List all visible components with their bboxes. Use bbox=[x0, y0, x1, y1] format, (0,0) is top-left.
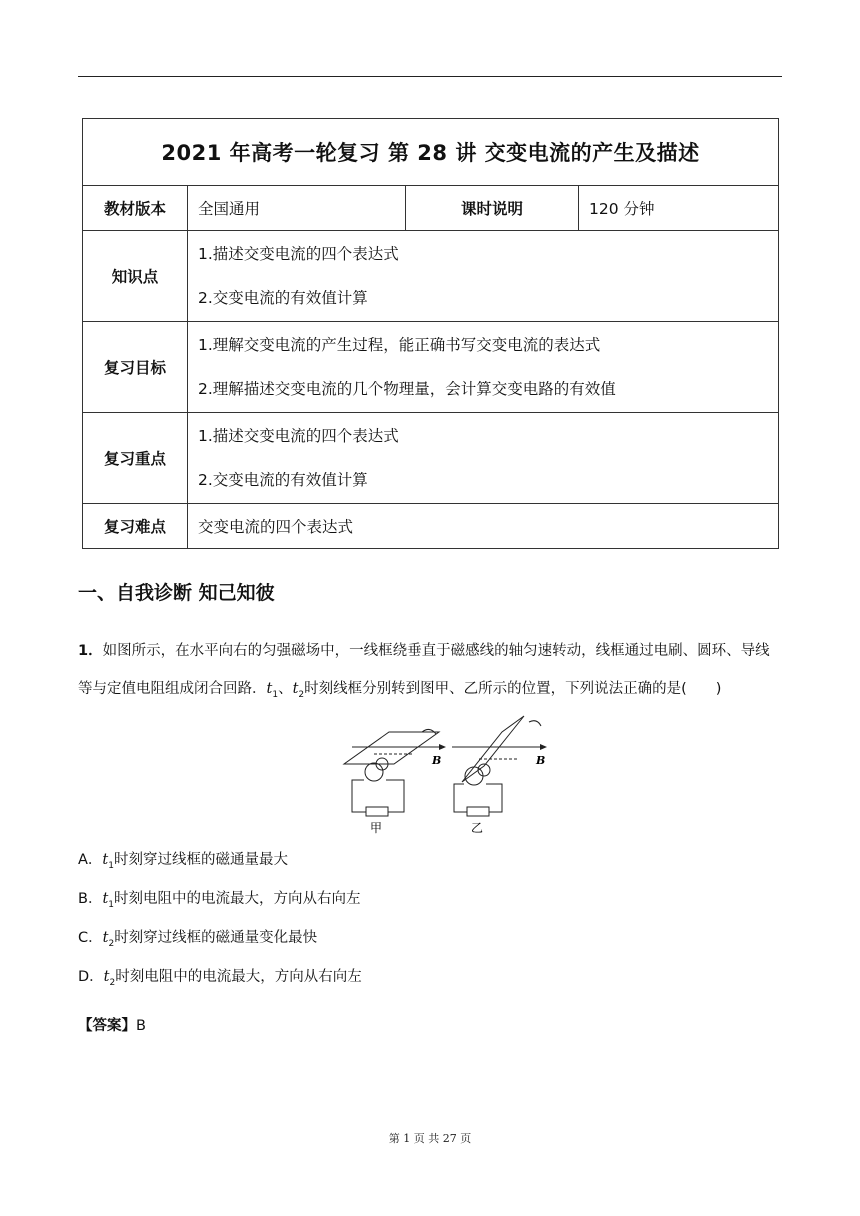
section-title: 一、自我诊断 知己知彼 bbox=[78, 582, 275, 604]
figure-label-yi: 乙 bbox=[471, 821, 484, 835]
coil-yi bbox=[462, 716, 524, 782]
field-arrowhead-jia bbox=[439, 744, 446, 750]
goals-cell bbox=[188, 322, 779, 413]
question-number: 1． bbox=[78, 643, 103, 659]
option-text: 时刻穿过线框的磁通量变化最快 bbox=[114, 930, 318, 946]
option-var: t bbox=[103, 969, 110, 985]
hours-label: 课时说明 bbox=[406, 186, 579, 231]
option-b[interactable] bbox=[78, 887, 361, 910]
field-label-jia: B bbox=[432, 754, 442, 767]
field-arrowhead-yi bbox=[540, 744, 547, 750]
focus-label: 复习重点 bbox=[83, 413, 188, 504]
var-t1: t bbox=[266, 681, 273, 697]
lesson-title: 2021 年高考一轮复习 第 28 讲 交变电流的产生及描述 bbox=[83, 119, 779, 186]
var-t1-sub: 1 bbox=[272, 689, 279, 700]
option-sub: 2 bbox=[109, 977, 116, 988]
option-d[interactable] bbox=[78, 965, 362, 988]
coil-jia bbox=[344, 732, 439, 764]
answer-value: B bbox=[136, 1018, 146, 1034]
focus-item: 1.描述交变电流的四个表达式 bbox=[198, 427, 399, 445]
resistor-jia bbox=[366, 807, 388, 816]
question-1 bbox=[78, 632, 784, 714]
question-text-1: 如图所示，在水平向右的匀强磁场中，一线框绕垂直于磁感线的轴匀速转动，线框通过电刷、圆环、导线等与定值电阻组成闭合回路． bbox=[78, 643, 770, 697]
var-t2: t bbox=[292, 681, 299, 697]
knowledge-label: 知识点 bbox=[83, 231, 188, 322]
option-sub: 2 bbox=[108, 938, 115, 949]
option-letter: A． bbox=[78, 852, 103, 868]
option-var: t bbox=[102, 891, 109, 907]
slip-ring-jia bbox=[365, 763, 383, 781]
course-info-table bbox=[82, 118, 779, 549]
option-letter: B． bbox=[78, 891, 103, 907]
question-text-2: 时刻线框分别转到图甲、乙所示的位置，下列说法正确的是( ) bbox=[304, 681, 722, 697]
option-var: t bbox=[102, 930, 109, 946]
option-var: t bbox=[102, 852, 109, 868]
knowledge-item: 1.描述交变电流的四个表达式 bbox=[198, 245, 399, 263]
var-t2-sub: 2 bbox=[298, 689, 305, 700]
answer bbox=[78, 1014, 146, 1035]
hours-value: 120 分钟 bbox=[579, 186, 779, 231]
textbook-label: 教材版本 bbox=[83, 186, 188, 231]
focus-item: 2.交变电流的有效值计算 bbox=[198, 471, 368, 489]
option-letter: D． bbox=[78, 969, 104, 985]
rotation-arrow-yi bbox=[529, 721, 541, 726]
knowledge-cell bbox=[188, 231, 779, 322]
option-text: 时刻电阻中的电流最大，方向从右向左 bbox=[114, 891, 361, 907]
question-sep: 、 bbox=[278, 681, 293, 697]
option-text: 时刻穿过线框的磁通量最大 bbox=[113, 852, 288, 868]
resistor-yi bbox=[467, 807, 489, 816]
goal-item: 2.理解描述交变电流的几个物理量，会计算交变电路的有效值 bbox=[198, 380, 616, 398]
rotating-coil-figure bbox=[334, 714, 554, 838]
option-a[interactable] bbox=[78, 848, 288, 871]
figure-label-jia: 甲 bbox=[370, 821, 383, 835]
answer-label: 【答案】 bbox=[78, 1018, 136, 1034]
page-footer: 第 1 页 共 27 页 bbox=[388, 1132, 472, 1145]
header-rule bbox=[78, 76, 782, 77]
slip-ring-yi bbox=[465, 767, 483, 785]
goal-item: 1.理解交变电流的产生过程，能正确书写交变电流的表达式 bbox=[198, 336, 601, 354]
field-label-yi: B bbox=[536, 754, 546, 767]
option-text: 时刻电阻中的电流最大，方向从右向左 bbox=[115, 969, 362, 985]
knowledge-item: 2.交变电流的有效值计算 bbox=[198, 289, 368, 307]
difficulty-label: 复习难点 bbox=[83, 504, 188, 549]
option-sub: 1 bbox=[108, 860, 114, 871]
option-sub: 1 bbox=[108, 899, 115, 910]
option-c[interactable] bbox=[78, 926, 317, 949]
goals-label: 复习目标 bbox=[83, 322, 188, 413]
focus-cell bbox=[188, 413, 779, 504]
textbook-value: 全国通用 bbox=[188, 186, 406, 231]
difficulty-value: 交变电流的四个表达式 bbox=[188, 504, 779, 549]
option-letter: C． bbox=[78, 930, 103, 946]
